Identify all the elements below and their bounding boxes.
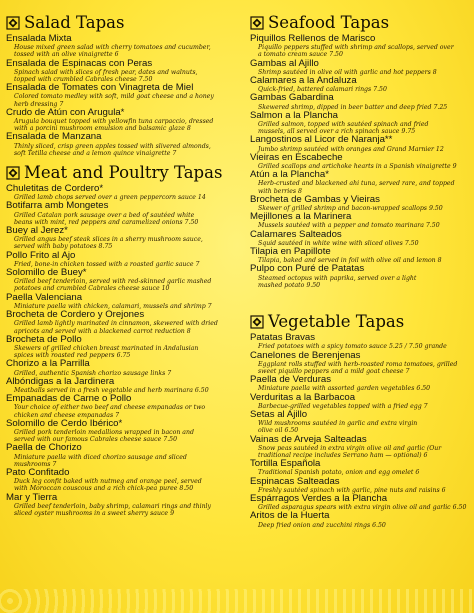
menu-item-description: Colored tomato medley with soft, mild goat cheese and a honey xyxy=(14,93,214,101)
ornament-icon xyxy=(6,166,20,180)
menu-item xyxy=(250,511,474,528)
menu-item-description: Meatballs served in a fresh vegetable and herb marinara 6.50 xyxy=(14,386,209,394)
menu-item-description: Grilled asparagus spears with extra virgin olive oil and garlic 6.50 xyxy=(258,504,467,512)
section-heading xyxy=(250,311,474,333)
menu-item-name: Ensalada Mixta xyxy=(6,33,72,44)
menu-item xyxy=(6,335,230,360)
menu-item-description: Arugula bouquet topped with yellowfin tuna carpaccio, dressed xyxy=(14,118,214,126)
menu-item xyxy=(6,468,230,493)
menu-item xyxy=(6,226,230,251)
ornament-icon xyxy=(250,315,264,329)
menu-item-name: Canelones de Berenjenas xyxy=(250,349,361,361)
menu-item xyxy=(250,351,474,376)
menu-item-description: Tilapia, baked and served in foil with olive oil and lemon 8 xyxy=(258,257,442,265)
menu-item-description: potatoes and crumbled Cabrales cheese sauce 10 xyxy=(14,285,170,293)
menu-item xyxy=(6,310,230,335)
menu-item-description: tossed with an olive vinaigrette 6 xyxy=(14,51,119,59)
menu-item-description: topped with crumbled Cabrales cheese 7.50 xyxy=(14,76,153,84)
menu-item-description: Your choice of either two beef and cheese empanadas or two xyxy=(14,404,206,412)
menu-item xyxy=(6,59,230,84)
menu-item-description: Grilled beef tenderloin, baby shrimp, calamari rings and thinly xyxy=(14,502,212,510)
menu-item-description: Grilled beef tenderloin, served with red-skinned garlic mashed xyxy=(14,278,212,286)
menu-item-description: with Moroccan couscous and a rich chick-pea puree 8.50 xyxy=(14,485,194,493)
menu-item xyxy=(6,108,230,133)
menu-item-description: Grilled, authentic Spanish chorizo sausage links 7 xyxy=(14,369,172,377)
section-title: Salad Tapas xyxy=(24,13,125,32)
menu-item-description: Shrimp sautéed in olive oil with garlic and hot peppers 8 xyxy=(258,68,437,76)
menu-item-name: Ensalada de Manzana xyxy=(6,131,102,143)
menu-item xyxy=(6,419,230,444)
menu-item-name: Salmon a la Plancha xyxy=(250,109,338,121)
menu-item-description: with a porcini mushroom emulsion and balsamic glaze 8 xyxy=(14,125,191,133)
menu-item-description: Grilled pork tenderloin medallions wrapped in bacon and xyxy=(14,428,194,436)
menu-item-description: Skewer of grilled shrimp and bacon-wrapped scallops 9.50 xyxy=(258,205,443,213)
menu-item-description: chicken and cheese empanadas 7 xyxy=(14,411,120,419)
menu-item-description: Piquillo peppers stuffed with shrimp and scallops, served over xyxy=(258,44,454,52)
menu-item-description: Mussels sautéed with a pepper and tomato marinara 7.50 xyxy=(258,222,440,230)
menu-item xyxy=(6,493,230,518)
menu-item-name: Patatas Bravas xyxy=(250,332,316,344)
menu-item-description: Miniature paella with assorted garden vegetables 6.50 xyxy=(258,385,431,393)
menu-item-description: Deep fried onion and zucchini rings 6.50 xyxy=(258,521,386,529)
menu-item-name: Tortilla Española xyxy=(250,458,321,470)
menu-item-description: Barbecue-grilled vegetables topped with a fried egg 7 xyxy=(258,402,428,410)
menu-item xyxy=(6,83,230,108)
menu-item xyxy=(250,212,474,229)
ornament-icon xyxy=(250,16,264,30)
menu-item-name: Empanadas de Carne o Pollo xyxy=(6,393,132,405)
menu-item-name: Paella Valenciana xyxy=(6,291,83,303)
menu-item-name: Calamares a la Andaluza xyxy=(250,75,357,87)
menu-item-description: Herb-crusted and blackened ahi tuna, served rare, and topped xyxy=(258,180,455,188)
menu-item-description: Grilled Catalan pork sausage over a bed of sautéed white xyxy=(14,211,195,219)
menu-item-description: Miniature paella with diced chorizo sausage and sliced xyxy=(14,453,187,461)
menu-item xyxy=(250,76,474,93)
menu-item-description: with berries 8 xyxy=(258,187,302,195)
menu-item xyxy=(6,184,230,201)
menu-item-name: Espinacas Salteadas xyxy=(250,475,340,487)
menu-item xyxy=(250,59,474,76)
menu-item xyxy=(250,393,474,410)
menu-item-name: Vainas de Arveja Salteadas xyxy=(250,433,367,445)
menu-item-name: Pato Confitado xyxy=(6,466,70,478)
menu-item-name: Atún a la Plancha* xyxy=(250,169,329,181)
menu-item-name: Chuletitas de Cordero* xyxy=(6,183,104,195)
menu-item-description: Traditional Spanish potato, onion and egg omelet 6 xyxy=(258,469,420,477)
menu-item xyxy=(250,34,474,59)
menu-item xyxy=(250,494,474,511)
menu-item-name: Brocheta de Gambas y Vieiras xyxy=(250,193,380,205)
ornament-icon xyxy=(6,16,20,30)
menu-item-description: Skewered shrimp, dipped in beer batter and deep fried 7.25 xyxy=(258,103,448,111)
menu-item xyxy=(6,251,230,268)
section-title: Vegetable Tapas xyxy=(268,312,405,332)
menu-item-description: apricots and served with a blackened carrot reduction 8 xyxy=(14,327,191,335)
menu-item-name: Vieiras en Escabeche xyxy=(250,151,343,163)
menu-item-description: Grilled salmon, topped with sautéed spinach and fried xyxy=(258,121,429,129)
menu-item-description: Grilled scallops and artichoke hearts in a Spanish vinaigrette 9 xyxy=(258,163,457,171)
section-salad-tapas xyxy=(6,12,230,157)
menu-item xyxy=(250,459,474,476)
menu-item-name: Solomillo de Cerdo Ibérico* xyxy=(6,417,123,429)
menu-item-description: herb dressing 7 xyxy=(14,100,64,108)
menu-item-description: Squid sautéed in white wine with sliced olives 7.50 xyxy=(258,239,419,247)
menu-item xyxy=(250,153,474,170)
section-heading xyxy=(6,12,230,34)
section-title: Meat and Poultry Tapas xyxy=(24,163,223,183)
menu-item-name: Ensalada de Espinacas con Peras xyxy=(6,57,153,69)
menu-item-name: Paella de Chorizo xyxy=(6,442,82,454)
menu-item-name: Gambas Gabardina xyxy=(250,92,334,104)
menu-item-description: traditional recipe includes Serrano ham — optional) 6 xyxy=(258,451,428,459)
menu-item-description: Steamed octopus with paprika, served over a light xyxy=(258,274,417,282)
section-vegetable-tapas xyxy=(250,311,474,529)
menu-item xyxy=(250,477,474,494)
menu-item-description: House mixed green salad with cherry tomatoes and cucumber, xyxy=(14,44,211,52)
menu-item xyxy=(250,230,474,247)
menu-item-description: olive oil 6.50 xyxy=(258,427,299,435)
menu-item-description: Wild mushrooms sautéed in garlic and extra virgin xyxy=(258,420,418,428)
menu-item-description: Spinach salad with slices of fresh pear, dates and walnuts, xyxy=(14,68,198,76)
menu-item-description: Eggplant rolls stuffed with herb-roasted roma tomatoes, grilled xyxy=(258,360,458,368)
menu-column-left xyxy=(6,12,230,517)
menu-item xyxy=(6,293,230,310)
menu-item xyxy=(250,170,474,195)
menu-item xyxy=(6,34,230,59)
section-meat-poultry-tapas xyxy=(6,162,230,517)
menu-column-right xyxy=(250,12,474,529)
menu-item xyxy=(250,111,474,136)
menu-item-name: Albóndigas a la Jardinera xyxy=(6,375,115,387)
menu-item-name: Crudo de Atún con Arugula* xyxy=(6,106,125,118)
menu-item-description: mushrooms 7 xyxy=(14,460,57,468)
menu-item-description: Grilled lamb lightly marinated in cinnamon, skewered with dried xyxy=(14,320,218,328)
decorative-bottom-border xyxy=(0,589,474,613)
menu-item-description: Fried potatoes with a spicy tomato sauce 5.25 / 7.50 grande xyxy=(258,343,447,351)
menu-item-description: mashed potato 9.50 xyxy=(258,281,321,289)
menu-item-description: spices with roasted red peppers 6.75 xyxy=(14,352,131,360)
menu-item xyxy=(6,201,230,226)
menu-item xyxy=(250,435,474,460)
menu-item-name: Ensalada de Tomates con Vinagreta de Miel xyxy=(6,82,194,94)
menu-item xyxy=(250,195,474,212)
menu-item-description: beans with mint, red peppers and caramelized onions 7.50 xyxy=(14,218,199,226)
menu-item xyxy=(250,410,474,435)
menu-item-name: Langostinos al Licor de Naranja** xyxy=(250,134,393,146)
menu-item-name: Chorizo a la Parrilla xyxy=(6,358,90,370)
menu-item-name: Botifarra amb Mongetes xyxy=(6,200,109,212)
section-seafood-tapas xyxy=(250,12,474,289)
menu-item xyxy=(250,93,474,110)
menu-item-name: Mar y Tierra xyxy=(6,491,58,503)
menu-item-description: Grilled lamb chops served over a green peppercorn sauce 14 xyxy=(14,194,206,202)
menu-item-description: Thinly sliced, crisp green apples tossed with slivered almonds, xyxy=(14,142,211,150)
menu-item xyxy=(6,443,230,468)
section-heading xyxy=(250,12,474,34)
menu-item-description: served with baby potatoes 8.75 xyxy=(14,243,113,251)
menu-item xyxy=(6,377,230,394)
menu-item-description: Snow peas sautéed in extra virgin olive oil and garlic (Our xyxy=(258,444,442,452)
menu-item-description: Jumbo shrimp sautéed with oranges and Grand Marnier 12 xyxy=(258,145,444,153)
menu-item xyxy=(250,264,474,289)
menu-item-name: Solomillo de Buey* xyxy=(6,267,87,279)
menu-item xyxy=(6,394,230,419)
menu-item-name: Buey al Jerez* xyxy=(6,225,68,237)
menu-item-name: Paella de Verduras xyxy=(250,374,332,386)
menu-item-description: sweet piquillo peppers and a mild goat cheese 7 xyxy=(258,367,410,375)
menu-item xyxy=(6,132,230,157)
menu-item-description: sliced oyster mushrooms in a sweet sherry sauce 9 xyxy=(14,509,175,517)
menu-item-name: Tilapia en Papillote xyxy=(250,246,331,258)
menu-item-description: Fried, bone-in chicken tossed with a roasted garlic sauce 7 xyxy=(14,260,200,268)
menu-item xyxy=(6,359,230,376)
menu-item-name: Aritos de la Huerta xyxy=(250,510,330,522)
menu-item xyxy=(250,375,474,392)
menu-item xyxy=(250,135,474,152)
menu-item-description: Quick-fried, battered calamari rings 7.50 xyxy=(258,86,387,94)
menu-item-name: Espárragos Verdes a la Plancha xyxy=(250,492,388,504)
section-title: Seafood Tapas xyxy=(268,13,390,32)
menu-item-description: served with our famous Cabrales cheese sauce 7.50 xyxy=(14,436,178,444)
menu-item-description: Skewers of grilled chicken breast marinated in Andalusian xyxy=(14,344,199,352)
menu-item-name: Verduritas a la Barbacoa xyxy=(250,391,356,403)
menu-item-name: Gambas al Ajillo xyxy=(250,57,319,69)
menu-item-name: Pulpo con Puré de Patatas xyxy=(250,263,365,275)
menu-item-description: soft Tetilla cheese and a lemon quince vinaigrette 7 xyxy=(14,149,177,157)
menu-item-name: Mejillones a la Marinera xyxy=(250,211,352,223)
menu-item-name: Piquillos Rellenos de Marisco xyxy=(250,33,376,44)
menu-item-description: Duck leg confit baked with nutmeg and orange peel, served xyxy=(14,478,202,486)
menu-item-description: Grilled angus beef steak slices in a sherry mushroom sauce, xyxy=(14,236,203,244)
menu-item-name: Setas al Ajillo xyxy=(250,408,308,420)
menu-item-description: Miniature paella with chicken, calamari, mussels and shrimp 7 xyxy=(14,302,212,310)
menu-item-name: Brocheta de Cordero y Orejones xyxy=(6,309,145,321)
menu-item-description: mussels, all served over a rich spinach sauce 9.75 xyxy=(258,128,416,136)
menu-item-description: Freshly sautéed spinach with garlic, pine nuts and raisins 6 xyxy=(258,486,446,494)
menu-item-name: Pollo Frito al Ajo xyxy=(6,249,76,261)
menu-item xyxy=(6,268,230,293)
section-heading xyxy=(6,162,230,184)
menu-item-name: Brocheta de Pollo xyxy=(6,333,82,345)
menu-item-name: Calamares Salteados xyxy=(250,228,342,240)
menu-item xyxy=(250,247,474,264)
menu-item xyxy=(250,333,474,350)
menu-item-description: a tomato cream sauce 7.50 xyxy=(258,51,343,59)
